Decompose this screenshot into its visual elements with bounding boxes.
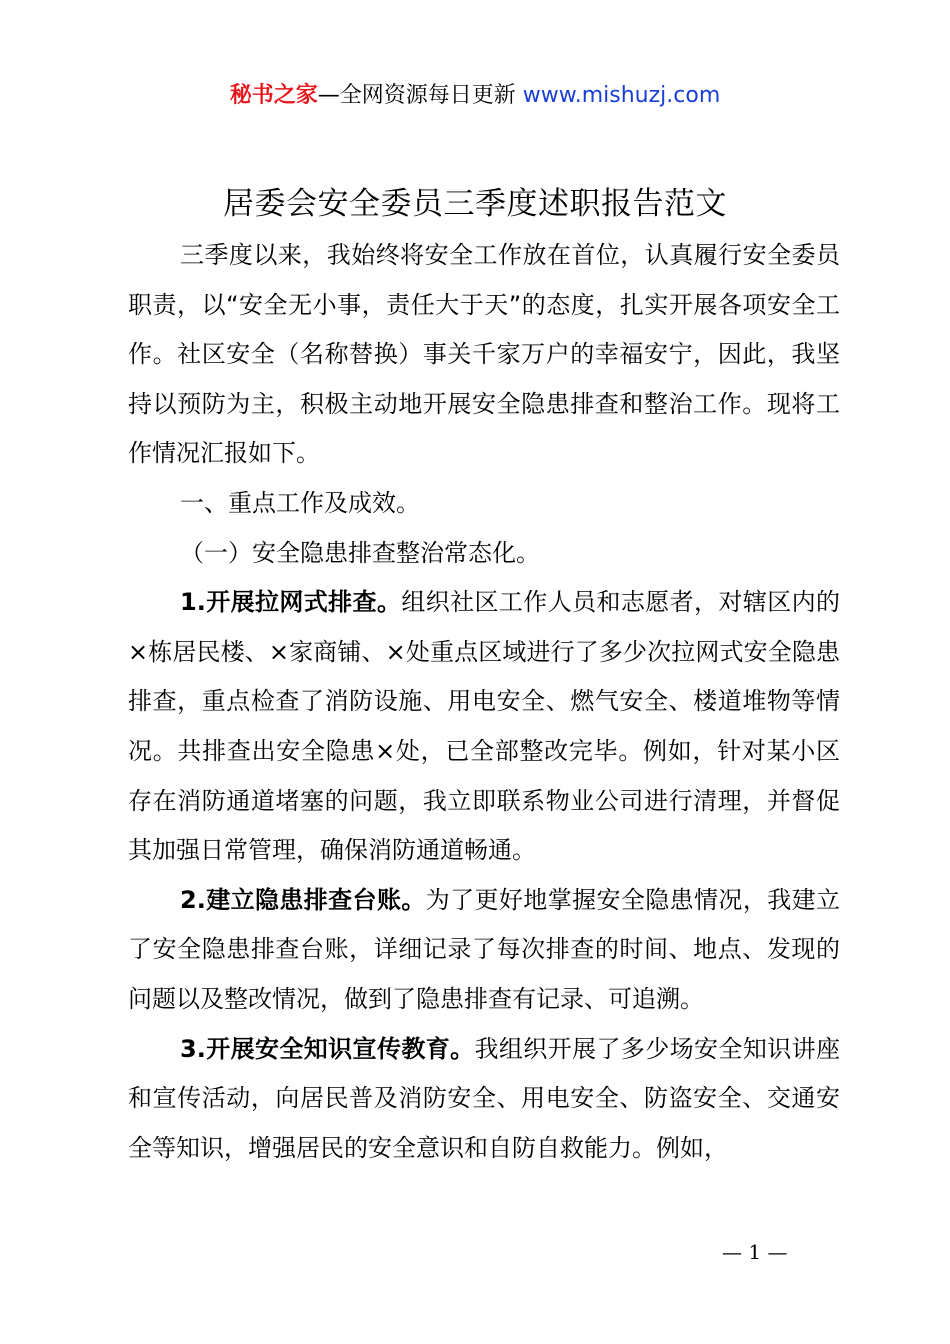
site-tagline: —全网资源每日更新 [317,83,516,108]
site-header [0,80,950,112]
item-2-title: 2.建立隐患排查台账。 [180,885,426,914]
item-3-body: 我组织开展了多少场安全知识讲座和宣传活动，向居民普及消防安全、用电安全、防盗安全、交通安全等知识，增强居民的安全意识和自防自救能力。例如， [128,1034,840,1162]
section-heading: 一、重点工作及成效。 [180,488,420,517]
site-name: 秘书之家 [229,83,318,108]
item-2-body: 为了更好地掌握安全隐患情况，我建立了安全隐患排查台账，详细记录了每次排查的时间、地点、发现的问题以及整改情况，做到了隐患排查有记录、可追溯。 [128,885,840,1013]
document-title: 居委会安全委员三季度述职报告范文 [223,186,727,222]
subsection-heading: （一）安全隐患排查整治常态化。 [180,538,540,567]
item-1-title: 1.开展拉网式排查。 [180,588,402,617]
intro-paragraph: 三季度以来，我始终将安全工作放在首位，认真履行安全委员职责，以“安全无小事，责任大于天”的态度，扎实开展各项安全工作。社区安全（名称替换）事关千家万户的幸福安宁，因此，我坚持以预防为主，积极主动地开展安全隐患排查和整治工作。现将工作情况汇报如下。 [128,241,840,468]
item-1-paragraph [128,578,840,876]
item-1-body: 组织社区工作人员和志愿者，对辖区内的×栋居民楼、×家商铺、×处重点区域进行了多少次拉网式安全隐患排查，重点检查了消防设施、用电安全、燃气安全、楼道堆物等情况。共排查出安全隐患×处，已全部整改完毕。例如，针对某小区存在消防通道堵塞的问题，我立即联系物业公司进行清理，并督促其加强日常管理，确保消防通道畅通。 [128,588,840,865]
item-3-paragraph [128,1025,840,1174]
item-2-paragraph [128,876,840,1025]
document-body [128,231,840,1173]
page-number: — 1 — [722,1240,788,1264]
site-url-link[interactable]: www.mishuzj.com [522,83,721,108]
item-3-title: 3.开展安全知识宣传教育。 [180,1034,475,1063]
